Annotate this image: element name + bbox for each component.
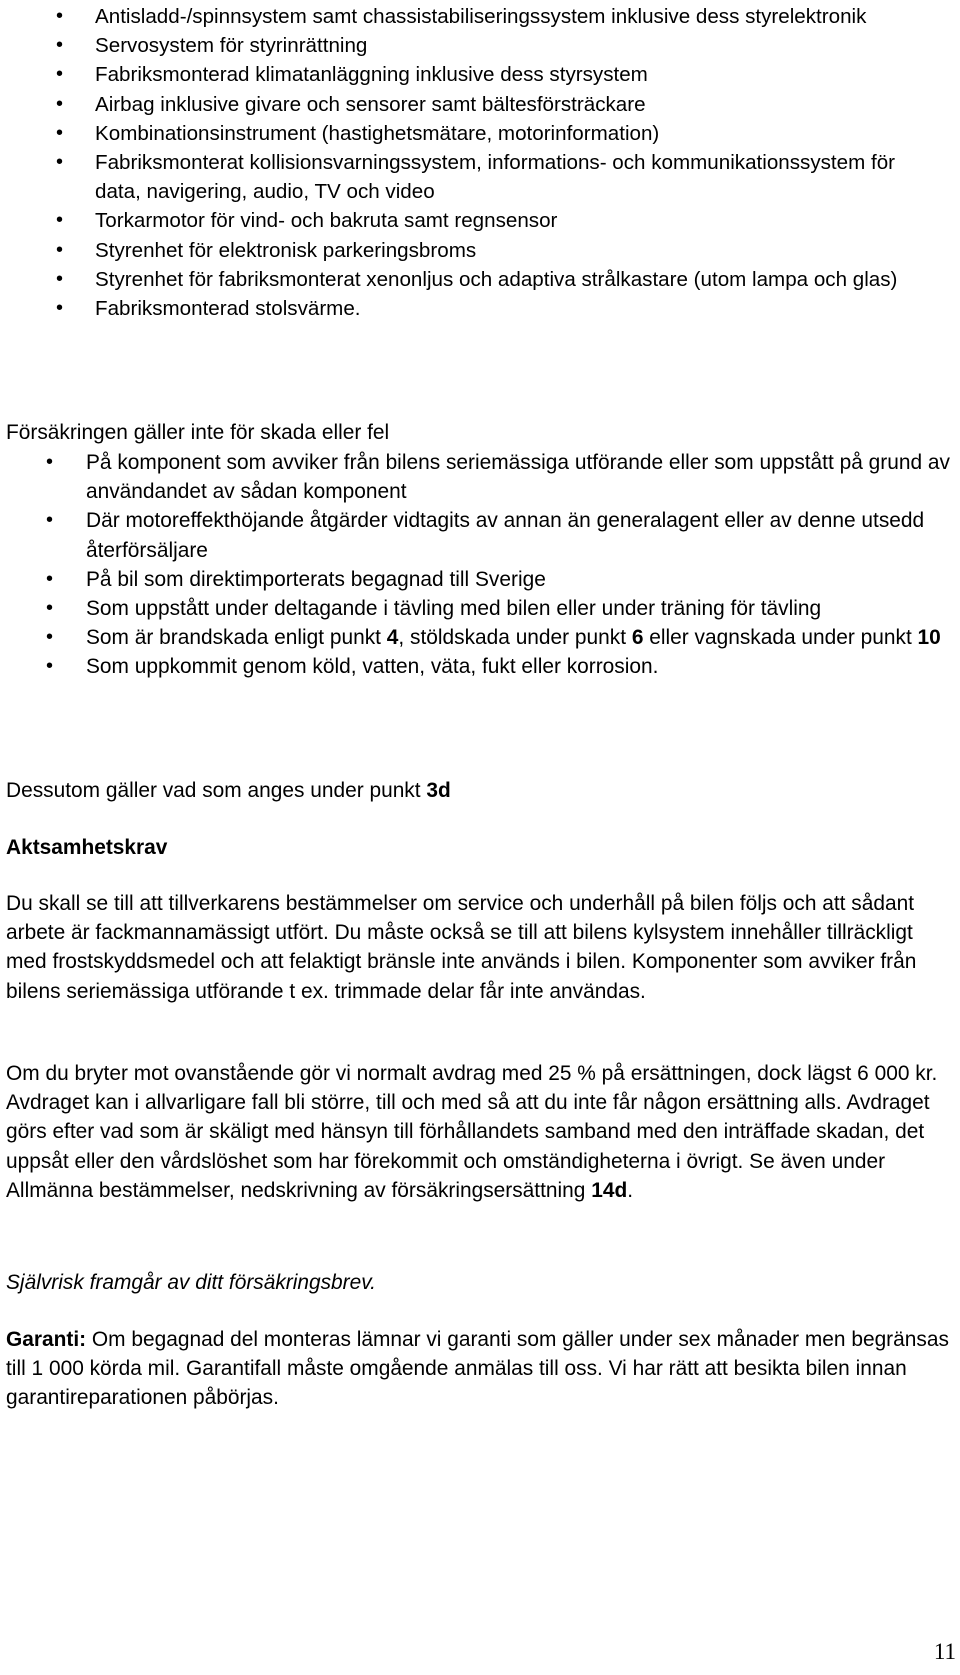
deduction-paragraph [6,1059,951,1205]
list-item-text: eller vagnskada under punkt [643,626,918,650]
additional-terms-text: Dessutom gäller vad som anges under punkt [6,779,427,802]
list-item: • Airbag inklusive givare och sensorer samt bältesförsträckare [0,90,900,119]
list-item: • Styrenhet för elektronisk parkeringsbroms [0,236,900,265]
list-item: • På komponent som avviker från bilens seriemässiga utförande eller som uppstått på grund av användandet av sådan komponent [0,448,950,506]
page-number: 11 [933,1639,956,1664]
care-requirements-paragraph: Du skall se till att tillverkarens bestämmelser om service och underhåll på bilen följs och att sådant arbete är fackmannamässigt utfört. Du måste också se till att bilens kylsystem innehåller tillräckligt med frostskyddsmedel och att felaktigt bränsle inte används i bilen. Komponenter som avviker från bilens seriemässiga utförande t ex. trimmade delar får inte användas. [6,892,917,1003]
list-item: • Styrenhet för fabriksmonterat xenonljus och adaptiva strålkastare (utom lampa och glas) [0,265,900,294]
deductible-note: Självrisk framgår av ditt försäkringsbrev. [6,1271,376,1294]
deduction-end: . [627,1178,634,1202]
list-item: • Som uppstått under deltagande i tävling med bilen eller under träning för tävling [0,594,950,623]
list-item: • Kombinationsinstrument (hastighetsmätare, motorinformation) [0,119,900,148]
list-item: • Fabriksmonterad stolsvärme. [0,294,900,323]
list-item: • Där motoreffekthöjande åtgärder vidtagits av annan än generalagent eller av denne utsedd återförsäljare [0,506,950,564]
list-item: • På bil som direktimporterats begagnad till Sverige [0,565,950,594]
list-item-text: Som är brandskada enligt punkt [86,626,387,650]
exclusions-intro: Försäkringen gäller inte för skada eller fel [6,421,390,444]
additional-terms-line [6,776,951,805]
clause-reference: 10 [917,626,941,650]
section-heading: Aktsamhetskrav [6,836,168,859]
warranty-text: Om begagnad del monteras lämnar vi garanti som gäller under sex månader men begränsas till 1 000 körda mil. Garantifall måste omgående anmälas till oss. Vi har rätt att besikta bilen innan garantireparationen påbörjas. [6,1328,949,1410]
list-item: • Fabriksmonterad klimatanläggning inklusive dess styrsystem [0,60,900,89]
warranty-label: Garanti: [6,1328,87,1351]
warranty-paragraph [6,1325,951,1413]
covered-components-list [0,2,900,323]
list-item: • Antisladd-/spinnsystem samt chassistabiliseringssystem inklusive dess styrelektronik [0,2,900,31]
list-item: • Torkarmotor för vind- och bakruta samt regnsensor [0,206,900,235]
list-item: • Servosystem för styrinrättning [0,31,900,60]
clause-reference: 14d [591,1178,628,1202]
list-item-text: , stöldskada under punkt [398,626,632,650]
exclusions-list [0,448,950,682]
deduction-text: Om du bryter mot ovanstående gör vi normalt avdrag med 25 % på ersättningen, dock lägst 6 000 kr. Avdraget kan i allvarligare fall bli större, till och med så att du inte får någon ersättning alls. Avdraget görs efter vad som är skäligt med hänsyn till förhållandets samband med den inträffade skadan, det uppsåt eller den vårdslöshet som har förekommit och omständigheterna i övrigt. Se även under Allmänna bestämmelser, nedskrivning av försäkringsersättning [6,1062,938,1202]
clause-reference: 3d [426,779,451,802]
clause-reference: 6 [631,626,644,650]
list-item: • Som uppkommit genom köld, vatten, väta, fukt eller korrosion. [0,652,950,681]
list-item [0,623,950,652]
clause-reference: 4 [386,626,399,650]
list-item: • Fabriksmonterat kollisionsvarningssystem, informations- och kommunikationssystem för data, navigering, audio, TV och video [0,148,900,206]
